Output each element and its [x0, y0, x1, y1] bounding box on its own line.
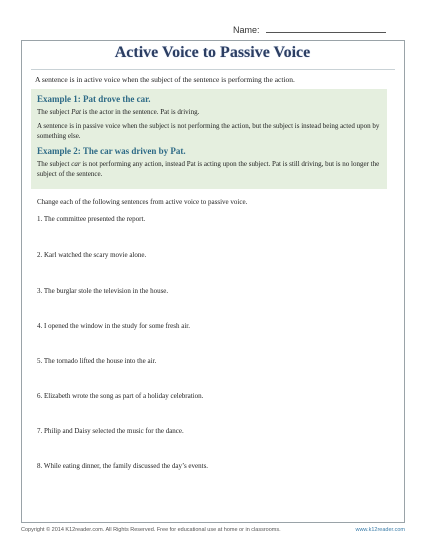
intro-text: A sentence is in active voice when the subject of the sentence is performing the action.: [35, 75, 295, 84]
copyright-text: Copyright © 2014 K12reader.com. All Rights Reserved. Free for educational use at home or in classrooms.: [21, 527, 281, 533]
examples-box: [31, 89, 387, 189]
example-2-heading: Example 2: The car was driven by Pat.: [37, 146, 186, 156]
name-label: Name:: [233, 25, 260, 35]
example-1-line-1: The subject Pat is the actor in the sentence. Pat is driving.: [37, 108, 200, 116]
question-4: 4. I opened the window in the study for some fresh air.: [37, 322, 190, 330]
example-1-heading: Example 1: Pat drove the car.: [37, 94, 151, 104]
question-5: 5. The tornado lifted the house into the air.: [37, 357, 157, 365]
footer: [21, 527, 405, 533]
site-url[interactable]: www.k12reader.com: [355, 527, 405, 533]
example-1-subject: Pat: [71, 108, 81, 116]
instructions: Change each of the following sentences from active voice to passive voice.: [37, 198, 248, 206]
question-2: 2. Karl watched the scary movie alone.: [37, 251, 147, 259]
question-3: 3. The burglar stole the television in the house.: [37, 287, 169, 295]
name-blank-line: [266, 23, 386, 33]
name-field: [233, 23, 386, 35]
question-1: 1. The committee presented the report.: [37, 215, 146, 223]
example-2-line-1: The subject car is not performing any action, instead Pat is acting upon the subject. Pat is still driving, but is no longer the subject of the sentence.: [37, 160, 380, 178]
example-1-line-2: A sentence is in passive voice when the subject is not performing the action, but the subject is instead being acted upon by something else.: [37, 122, 380, 140]
page-title: Active Voice to Passive Voice: [114, 44, 311, 61]
example-2-subject: car: [71, 160, 81, 168]
question-6: 6. Elizabeth wrote the song as part of a holiday celebration.: [37, 392, 204, 400]
question-8: 8. While eating dinner, the family discussed the day’s events.: [37, 462, 209, 470]
title-divider: [31, 69, 395, 70]
question-7: 7. Philip and Daisy selected the music for the dance.: [37, 427, 184, 435]
